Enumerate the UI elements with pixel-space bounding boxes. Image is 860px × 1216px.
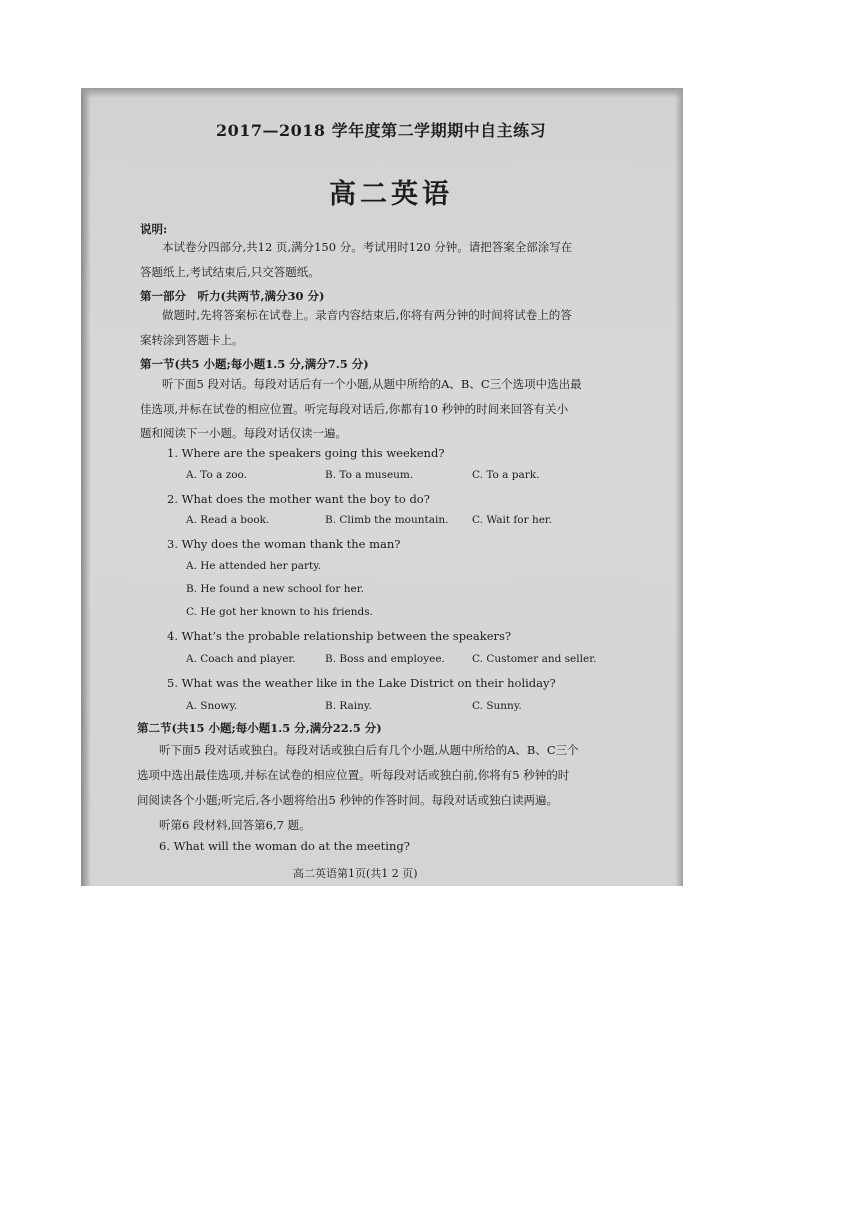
section1-line-1: 听下面5 段对话。每段对话后有一个小题,从题中所给的A、B、C三个选项中选出最 xyxy=(162,377,582,391)
question-2-option-c: C. Wait for her. xyxy=(472,514,553,526)
part1-heading: 第一部分 听力(共两节,满分30 分) xyxy=(140,289,325,303)
part1-line-2: 案转涂到答题卡上。 xyxy=(140,333,244,347)
question-2-option-a: A. Read a book. xyxy=(186,514,270,526)
section2-line-3: 间阅读各个小题;听完后,各小题将给出5 秒钟的作答时间。每段对话或独白读两遍。 xyxy=(137,793,558,807)
exam-page-photo xyxy=(81,88,683,886)
question-3-option-a: A. He attended her party. xyxy=(186,560,322,572)
photo-left-edge xyxy=(81,88,91,886)
instructions-label: 说明: xyxy=(140,222,168,236)
photo-top-edge xyxy=(81,88,683,98)
question-4-option-a: A. Coach and player. xyxy=(186,653,296,665)
section2-line-1: 听下面5 段对话或独白。每段对话或独白后有几个小题,从题中所给的A、B、C三个 xyxy=(159,743,579,757)
page-footer: 高二英语第1页(共1 2 页) xyxy=(293,867,418,880)
instructions-line-2: 答题纸上,考试结束后,只交答题纸。 xyxy=(140,265,320,279)
question-5-option-a: A. Snowy. xyxy=(186,700,238,712)
question-1-option-b: B. To a museum. xyxy=(325,469,414,481)
question-2-stem: 2. What does the mother want the boy to do? xyxy=(167,492,430,506)
question-4-option-b: B. Boss and employee. xyxy=(325,653,445,665)
section2-heading: 第二节(共15 小题;每小题1.5 分,满分22.5 分) xyxy=(137,721,382,735)
question-5-option-c: C. Sunny. xyxy=(472,700,522,712)
question-3-option-b: B. He found a new school for her. xyxy=(186,583,364,595)
photo-right-edge xyxy=(675,88,683,886)
question-4-option-c: C. Customer and seller. xyxy=(472,653,597,665)
exam-subject: 高二英语 xyxy=(329,179,453,210)
section1-line-2: 佳选项,并标在试卷的相应位置。听完每段对话后,你都有10 秒钟的时间来回答有关小 xyxy=(140,402,569,416)
section1-line-3: 题和阅读下一小题。每段对话仅读一遍。 xyxy=(140,426,347,440)
question-4-stem: 4. What’s the probable relationship between the speakers? xyxy=(167,629,512,643)
instructions-line-1: 本试卷分四部分,共12 页,满分150 分。考试用时120 分钟。请把答案全部涂写在 xyxy=(162,240,573,254)
question-3-stem: 3. Why does the woman thank the man? xyxy=(167,537,401,551)
question-1-option-a: A. To a zoo. xyxy=(186,469,248,481)
part1-line-1: 做题时,先将答案标在试卷上。录音内容结束后,你将有两分钟的时间将试卷上的答 xyxy=(162,308,572,322)
section1-heading: 第一节(共5 小题;每小题1.5 分,满分7.5 分) xyxy=(140,357,369,371)
question-2-option-b: B. Climb the mountain. xyxy=(325,514,449,526)
question-1-stem: 1. Where are the speakers going this weekend? xyxy=(167,446,445,460)
question-6-stem: 6. What will the woman do at the meeting? xyxy=(159,839,410,853)
question-5-option-b: B. Rainy. xyxy=(325,700,372,712)
section2-line-2: 选项中选出最佳选项,并标在试卷的相应位置。听每段对话或独白前,你将有5 秒钟的时 xyxy=(137,768,570,782)
exam-title: 2017—2018 学年度第二学期期中自主练习 xyxy=(216,121,547,140)
question-3-option-c: C. He got her known to his friends. xyxy=(186,606,373,618)
question-1-option-c: C. To a park. xyxy=(472,469,540,481)
question-5-stem: 5. What was the weather like in the Lake District on their holiday? xyxy=(167,676,556,690)
section2-line-4: 听第6 段材料,回答第6,7 题。 xyxy=(159,818,311,832)
